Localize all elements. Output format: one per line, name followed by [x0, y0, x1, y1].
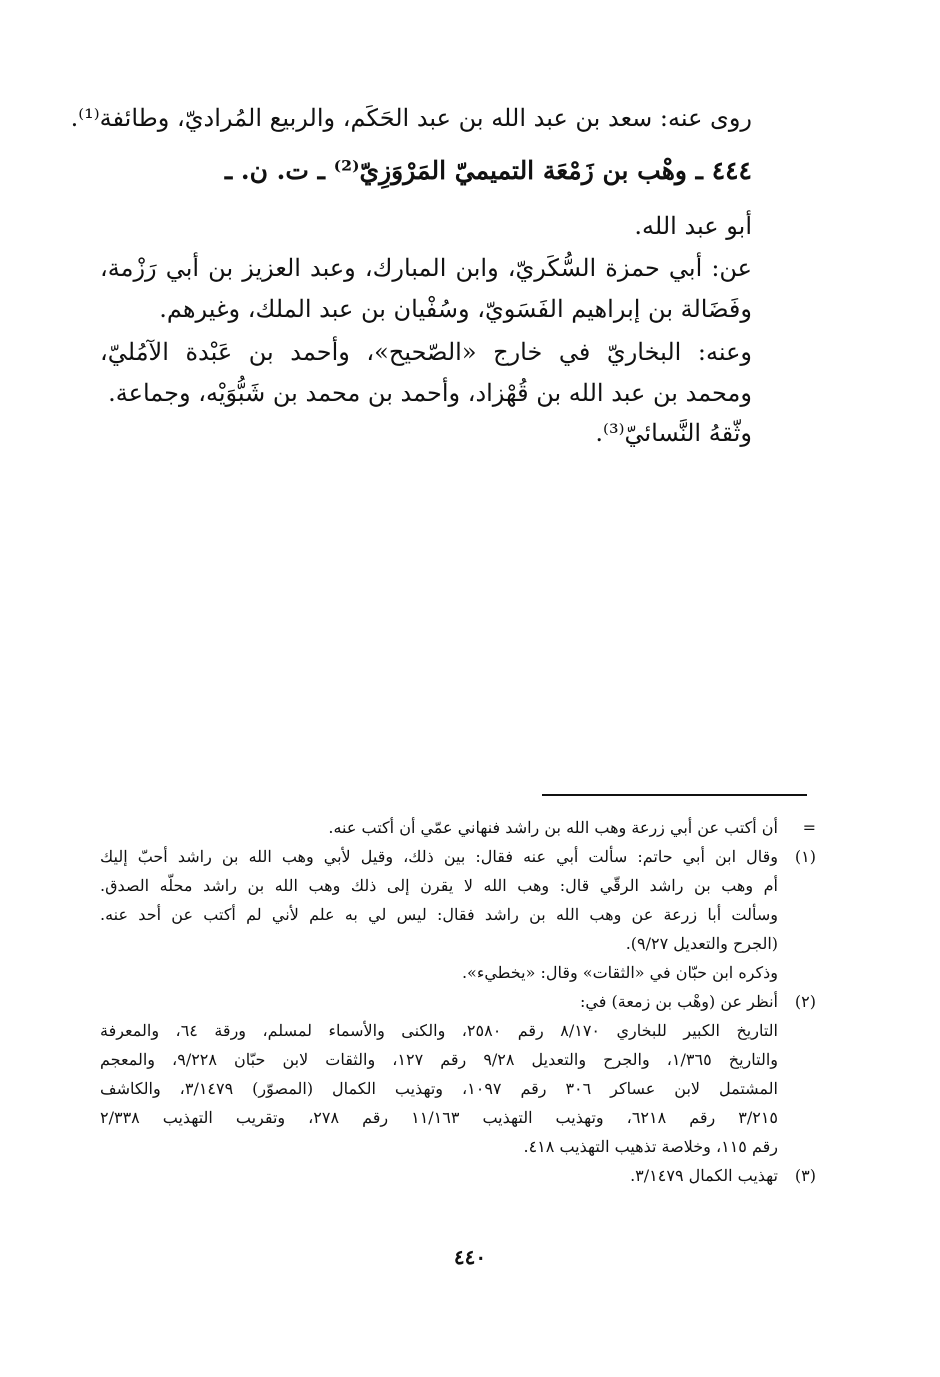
footnote-text: رقم ١١٥، وخلاصة تذهيب التهذيب ٤١٨.: [523, 1137, 778, 1156]
footnote-2: [100, 992, 816, 1021]
footnote-divider: [542, 794, 807, 796]
footnote-text: التاريخ الكبير للبخاري ٨/١٧٠ رقم ٢٥٨٠، والكنى والأسماء لمسلم، ورقة ٦٤، والمعرفة: [100, 1021, 778, 1040]
footnote-2-line: [100, 1050, 816, 1079]
footnote-text: وقال ابن أبي حاتم: سألت أبي عنه فقال: بين ذلك، وقيل لأبي وهب الله بن راشد أحبّ إليك: [100, 847, 779, 866]
footnote-text: (الجرح والتعديل ٩/٢٧).: [625, 934, 778, 953]
footnote-3: [100, 1166, 816, 1195]
footnote-continuation: [100, 818, 816, 847]
teachers-line-2: وفَضَالة بن إبراهيم الفَسَويّ، وسُفْيان بن عبد الملك، وغيرهم.: [159, 295, 752, 323]
kunya-line: أبو عبد الله.: [634, 212, 752, 240]
footnote-number: (١): [794, 847, 816, 866]
teachers-line-1: عن: أبي حمزة السُّكَريّ، وابن المبارك، وعبد العزيز بن أبي رَزْمة،: [100, 254, 752, 282]
footnote-number: (٣): [794, 1166, 816, 1185]
tawthiq-line: وثّقهُ النَّسائيّ⁽³⁾.: [595, 419, 752, 447]
footnote-2-line: [100, 1108, 816, 1137]
footnote-text: أنظر عن (وهْب بن زمعة) في:: [580, 992, 778, 1011]
footnote-1-line: [100, 963, 816, 992]
footnote-text: وسألت أبا زرعة عن وهب الله بن راشد فقال: ليس لي به علم لأني لم أكتب عن أحد عنه.: [100, 905, 778, 924]
narrators-from-line: روى عنه: سعد بن عبد الله بن عبد الحَكَم، والربيع المُراديّ، وطائفة⁽¹⁾.: [70, 104, 752, 132]
footnote-text: ٣/٢١٥ رقم ٦٢١٨، وتهذيب التهذيب ١١/١٦٣ رقم ٢٧٨، وتقريب التهذيب ٢/٣٣٨: [100, 1108, 778, 1127]
footnote-number: (٢): [794, 992, 816, 1011]
footnote-2-line: [100, 1021, 816, 1050]
students-line-1: وعنه: البخاريّ في خارج «الصّحيح»، وأحمد بن عَبْدة الآمُليّ،: [100, 338, 752, 366]
footnote-text: أن أكتب عن أبي زرعة وهب الله بن راشد فنهاني عمّي أن أكتب عنه.: [328, 818, 778, 837]
footnote-text: المشتمل لابن عساكر ٣٠٦ رقم ١٠٩٧، وتهذيب الكمال (المصوّر) ٣/١٤٧٩، والكاشف: [100, 1079, 779, 1098]
footnote-1-line: [100, 905, 816, 934]
footnote-1: [100, 847, 816, 876]
footnote-1-line: [100, 934, 816, 963]
footnote-text: والتاريخ ١/٣٦٥، والجرح والتعديل ٩/٢٨ رقم ١٢٧، والثقات لابن حبّان ٩/٢٢٨، والمعجم: [100, 1050, 779, 1069]
entry-heading: ٤٤٤ ـ وهْب بن زَمْعَة التميميّ المَرْوَزِيّ⁽²⁾ ـ ت. ن. ـ: [224, 156, 752, 185]
continuation-marker: =: [802, 818, 816, 837]
footnote-2-line: [100, 1137, 816, 1166]
students-line-2: ومحمد بن عبد الله بن قُهْزاد، وأحمد بن محمد بن شَبُّوَيْه، وجماعة.: [108, 379, 752, 407]
footnote-text: وذكره ابن حبّان في «الثقات» وقال: «يخطيء».: [461, 963, 778, 982]
footnote-2-line: [100, 1079, 816, 1108]
page-number: ٤٤٠: [453, 1245, 487, 1269]
footnote-text: تهذيب الكمال ٣/١٤٧٩.: [630, 1166, 778, 1185]
footnotes: [100, 818, 816, 1195]
footnote-1-line: [100, 876, 816, 905]
footnote-text: أم وهب بن راشد الرقّي قال: وهب الله لا يقرن إلى ذلك وهب الله بن راشد محلّه الصدق.: [100, 876, 778, 895]
